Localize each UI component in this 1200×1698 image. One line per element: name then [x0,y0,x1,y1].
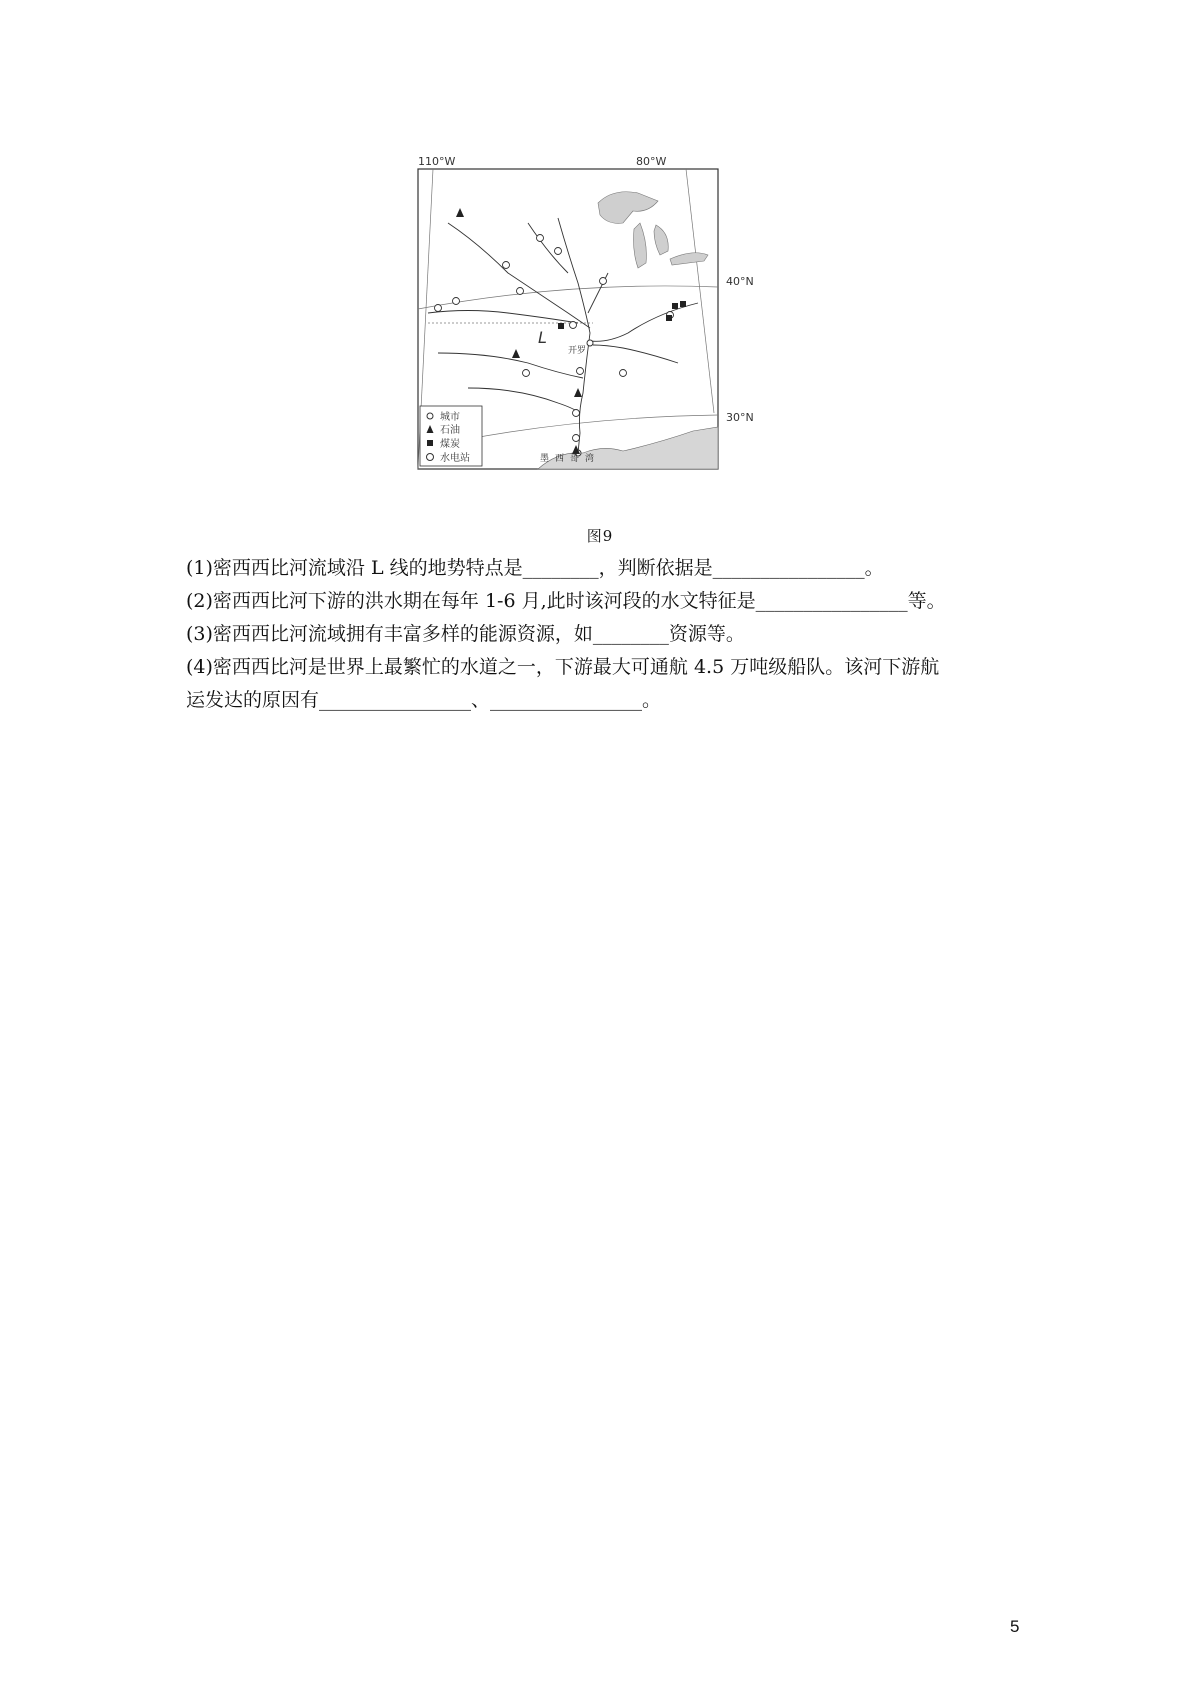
question-4-text: 运发达的原因有 [186,689,320,711]
question-1 [186,552,1036,585]
legend-city-label: 城市 [440,412,460,423]
legend-city-symbol [427,413,433,419]
question-4 [186,651,1036,684]
question-4-text: 、 [471,689,491,711]
question-2 [186,585,1036,618]
question-3-text: 资源等。 [668,623,745,645]
answer-blank[interactable]: ________ [522,557,599,579]
question-3-text: (3)密西西比河流域拥有丰富多样的能源资源，如 [186,623,593,645]
answer-blank[interactable]: ________ [592,623,669,645]
answer-blank[interactable]: ________________ [490,689,643,711]
lon-110w-label: 110°W [418,155,456,168]
answer-blank[interactable]: ________________ [755,590,908,612]
legend-oil-label: 石油 [440,425,460,436]
question-3 [186,618,1036,651]
lon-80w-label: 80°W [636,155,667,168]
page-number: 5 [1010,1617,1020,1636]
l-line-label: L [538,328,547,347]
legend-hydro-label: 水电站 [440,453,470,464]
legend-coal-symbol [427,440,433,446]
question-1-text: 。 [864,557,884,579]
mississippi-basin-map [408,155,768,528]
question-4-continued [186,684,1036,717]
question-2-text: 等。 [907,590,946,612]
legend-hydro-symbol [427,454,434,461]
legend-coal-label: 煤炭 [440,439,460,450]
gulf-label: 墨西哥湾 [540,454,601,464]
question-2-text: (2)密西西比河下游的洪水期在每年 1-6 月,此时该河段的水文特征是 [186,590,756,612]
question-1-text: (1)密西西比河流域沿 L 线的地势特点是 [186,557,523,579]
question-1-text: ，判断依据是 [598,557,713,579]
question-list [186,552,1036,717]
answer-blank[interactable]: ________________ [712,557,865,579]
lat-30n-label: 30°N [726,411,754,424]
question-4-text: 。 [642,689,662,711]
city-marker [587,340,593,346]
answer-blank[interactable]: ________________ [319,689,472,711]
city-cairo-label: 开罗 [568,346,587,356]
lat-40n-label: 40°N [726,275,754,288]
map-figure [408,155,768,528]
question-4-text: (4)密西西比河是世界上最繁忙的水道之一，下游最大可通航 4.5 万吨级船队。该河下游航 [186,656,940,678]
figure-caption: 图9 [586,527,614,545]
map-legend [420,406,482,466]
